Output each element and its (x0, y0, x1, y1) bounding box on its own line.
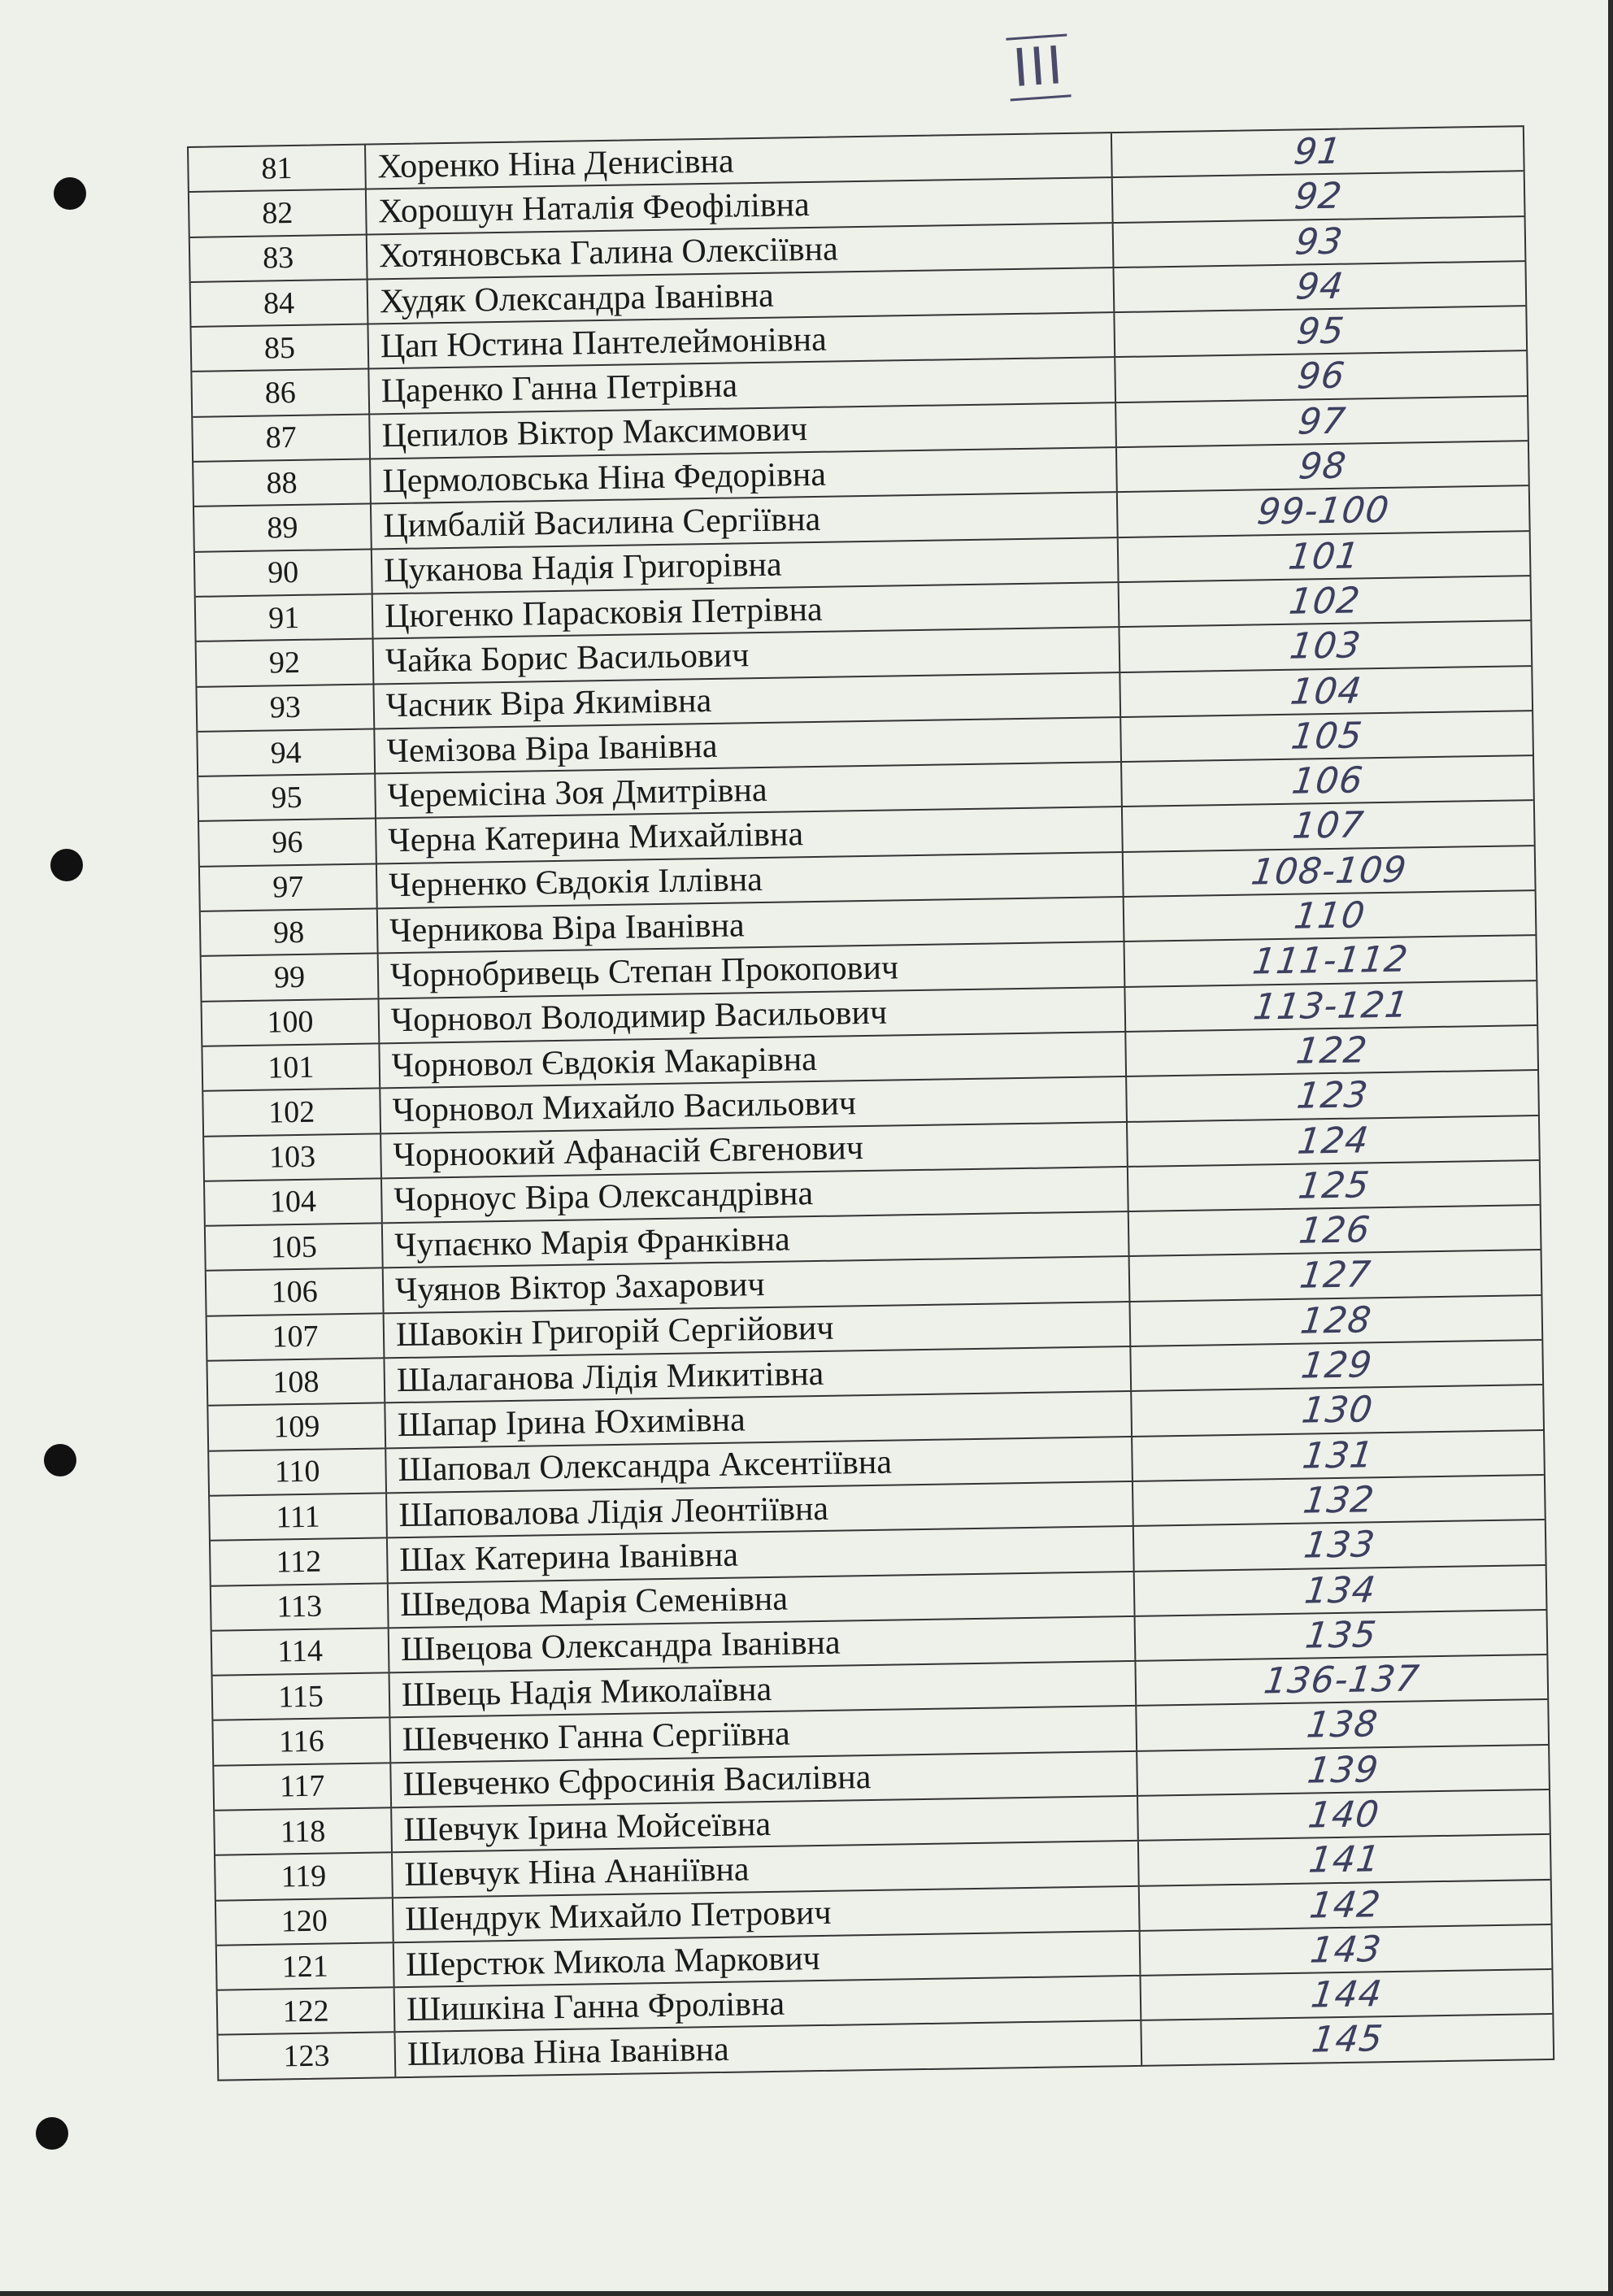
roster-table (187, 125, 1554, 2081)
punch-hole (50, 849, 83, 881)
row-number: 115 (213, 1673, 391, 1720)
person-name: Цермоловська Ніна Федорівна (371, 448, 1118, 503)
handwritten-page-number: 132 (1301, 1479, 1377, 1522)
handwritten-page-number: 134 (1302, 1568, 1379, 1612)
handwritten-page-number: 113-121 (1250, 984, 1411, 1028)
handwritten-page-number: 139 (1305, 1749, 1381, 1792)
person-name: Цап Юстина Пантелеймонівна (368, 313, 1115, 368)
person-name: Черненко Євдокія Іллівна (377, 853, 1124, 908)
row-number: 120 (216, 1898, 394, 1945)
handwritten-page-number: 128 (1298, 1299, 1375, 1342)
row-number: 122 (218, 1988, 396, 2034)
person-name: Шаповалова Лідія Леонтіївна (387, 1482, 1134, 1537)
handwritten-page-number: 91 (1291, 130, 1344, 173)
handwritten-page-number: 145 (1309, 2018, 1385, 2062)
person-name: Цепилов Віктор Максимович (370, 403, 1117, 459)
person-name: Шаповал Олександра Аксентіївна (386, 1437, 1133, 1493)
person-name: Чорноокий Афанасій Євгенович (381, 1123, 1128, 1178)
handwritten-page-number: 141 (1306, 1838, 1383, 1882)
person-name: Шевченко Ганна Сергіївна (390, 1707, 1137, 1762)
row-number: 88 (193, 460, 372, 507)
row-number: 118 (215, 1808, 393, 1855)
row-number: 100 (202, 999, 380, 1046)
row-number: 105 (206, 1224, 384, 1271)
handwritten-page-number: 93 (1293, 220, 1346, 263)
person-name: Чорнобривець Степан Прокопович (379, 942, 1126, 998)
row-number: 114 (212, 1629, 390, 1675)
handwritten-page-number: 107 (1290, 804, 1367, 848)
row-number: 101 (202, 1044, 380, 1090)
handwritten-page-number: 94 (1293, 265, 1346, 308)
row-number: 81 (189, 146, 367, 192)
handwritten-page-number: 102 (1286, 580, 1363, 623)
row-number: 117 (214, 1763, 392, 1810)
person-name: Шишкіна Ганна Фролівна (395, 1976, 1142, 2032)
row-number: 121 (217, 1943, 395, 1989)
handwritten-page-number: 131 (1300, 1433, 1376, 1477)
handwritten-page-number: 106 (1289, 759, 1366, 803)
punch-hole (36, 2117, 68, 2150)
handwritten-page-number: 108-109 (1249, 849, 1410, 894)
person-name: Хорошун Наталія Феофілівна (367, 178, 1114, 233)
person-name: Чупаєнко Марія Франківна (383, 1212, 1130, 1268)
handwritten-page-number: 140 (1306, 1794, 1382, 1837)
row-number: 108 (207, 1359, 385, 1405)
person-name: Шевченко Єфросинія Василівна (391, 1752, 1138, 1807)
row-number: 98 (201, 909, 379, 955)
row-number: 119 (215, 1854, 393, 1900)
person-name: Чуянов Віктор Захарович (384, 1257, 1131, 1312)
row-number: 110 (209, 1449, 387, 1495)
handwritten-page-number: 95 (1294, 310, 1347, 353)
row-number: 107 (207, 1314, 385, 1360)
row-number: 89 (194, 505, 372, 551)
person-name: Царенко Ганна Петрівна (369, 359, 1116, 414)
handwritten-page-number: 96 (1294, 355, 1348, 398)
person-name: Шевчук Ірина Мойсеївна (392, 1797, 1139, 1852)
person-name: Черникова Віра Іванівна (378, 898, 1125, 953)
row-number: 99 (202, 954, 380, 1001)
handwritten-page-number: 110 (1291, 894, 1368, 937)
person-name: Шапар Ірина Юхимівна (385, 1392, 1133, 1447)
row-number: 116 (213, 1719, 391, 1765)
row-number: 84 (191, 280, 369, 326)
row-number: 87 (193, 415, 371, 461)
punch-hole (54, 177, 86, 210)
row-number: 86 (192, 370, 370, 416)
handwritten-page-number: 123 (1294, 1074, 1371, 1118)
row-number: 95 (198, 775, 376, 821)
handwritten-page-number: 129 (1298, 1344, 1375, 1387)
handwritten-page-number: 104 (1288, 670, 1364, 713)
person-name: Швецова Олександра Іванівна (389, 1617, 1137, 1672)
person-name: Шведова Марія Семенівна (389, 1572, 1136, 1627)
row-number: 109 (208, 1404, 386, 1450)
person-name: Чемізова Віра Іванівна (375, 718, 1122, 773)
handwritten-page-number: 133 (1302, 1524, 1378, 1568)
row-number: 102 (203, 1089, 381, 1136)
person-name: Цимбалій Василина Сергіївна (372, 493, 1119, 548)
person-name: Чорновол Володимир Васильович (380, 988, 1127, 1043)
row-number: 90 (195, 550, 373, 596)
handwritten-page-number: 144 (1308, 1973, 1385, 2016)
person-name: Шавокін Григорій Сергійович (385, 1302, 1132, 1358)
person-name: Чайка Борис Васильович (374, 628, 1121, 683)
person-name: Швець Надія Миколаївна (390, 1662, 1137, 1717)
handwritten-page-number: 126 (1296, 1209, 1373, 1252)
row-number: 106 (207, 1269, 385, 1315)
person-name: Хотяновська Галина Олексіївна (367, 224, 1115, 279)
person-name: Чорновол Михайло Васильович (380, 1077, 1128, 1133)
person-name: Цюгенко Парасковія Петрівна (373, 583, 1120, 638)
handwritten-page-number: 101 (1285, 535, 1363, 578)
punch-hole (44, 1444, 76, 1476)
row-number: 85 (192, 325, 370, 372)
handwritten-page-number: 142 (1306, 1883, 1384, 1927)
person-name: Шах Катерина Іванівна (388, 1527, 1135, 1582)
handwritten-page-number: 103 (1287, 624, 1363, 668)
row-number: 93 (197, 685, 375, 731)
person-name: Черна Катерина Михайлівна (376, 807, 1124, 863)
folio-mark: III (1006, 33, 1071, 101)
person-name: Часник Віра Якимівна (374, 673, 1121, 728)
row-number: 94 (198, 729, 376, 776)
row-number: 113 (211, 1584, 389, 1630)
person-name: Шендрук Михайло Петрович (393, 1886, 1141, 1942)
person-name: Шилова Ніна Іванівна (395, 2021, 1142, 2076)
row-number: 104 (205, 1179, 383, 1225)
handwritten-page-number: 125 (1296, 1164, 1372, 1207)
handwritten-page-number: 105 (1289, 715, 1365, 758)
person-name: Худяк Олександра Іванівна (368, 268, 1115, 324)
person-name: Цуканова Надія Григорівна (372, 538, 1120, 594)
person-name: Черемісіна Зоя Дмитрівна (376, 763, 1123, 818)
row-number: 91 (196, 594, 374, 641)
person-name: Шерстюк Микола Маркович (394, 1932, 1141, 1987)
handwritten-page-number: 92 (1292, 176, 1345, 219)
handwritten-page-number: 127 (1297, 1254, 1374, 1298)
handwritten-page-number: 122 (1293, 1029, 1370, 1072)
handwritten-page-number: 98 (1296, 445, 1350, 488)
row-number: 111 (210, 1494, 388, 1540)
handwritten-page-number: 111-112 (1250, 938, 1411, 984)
handwritten-page-number: 124 (1295, 1119, 1372, 1163)
person-name: Шалаганова Лідія Микитівна (385, 1347, 1132, 1402)
handwritten-page-number: 136-137 (1261, 1658, 1422, 1702)
row-number: 83 (190, 235, 368, 281)
person-name: Шевчук Ніна Ананіївна (393, 1842, 1140, 1897)
person-name: Хоренко Ніна Денисівна (366, 133, 1113, 189)
row-number: 103 (204, 1134, 382, 1181)
row-number: 97 (200, 864, 378, 911)
row-number: 112 (211, 1539, 389, 1585)
handwritten-page-number: 143 (1307, 1929, 1385, 1972)
handwritten-page-number: 97 (1295, 400, 1349, 443)
person-name: Чорноус Віра Олександрівна (382, 1168, 1129, 1223)
handwritten-page-number: 135 (1302, 1614, 1380, 1657)
handwritten-page-number: 130 (1299, 1389, 1376, 1433)
person-name: Чорновол Євдокія Макарівна (380, 1033, 1127, 1088)
row-number: 92 (197, 640, 375, 686)
handwritten-page-number: 138 (1304, 1703, 1380, 1747)
handwritten-page-number: 99-100 (1254, 489, 1392, 533)
row-number: 123 (219, 2033, 397, 2080)
row-number: 96 (199, 820, 377, 866)
row-number: 82 (189, 190, 367, 237)
